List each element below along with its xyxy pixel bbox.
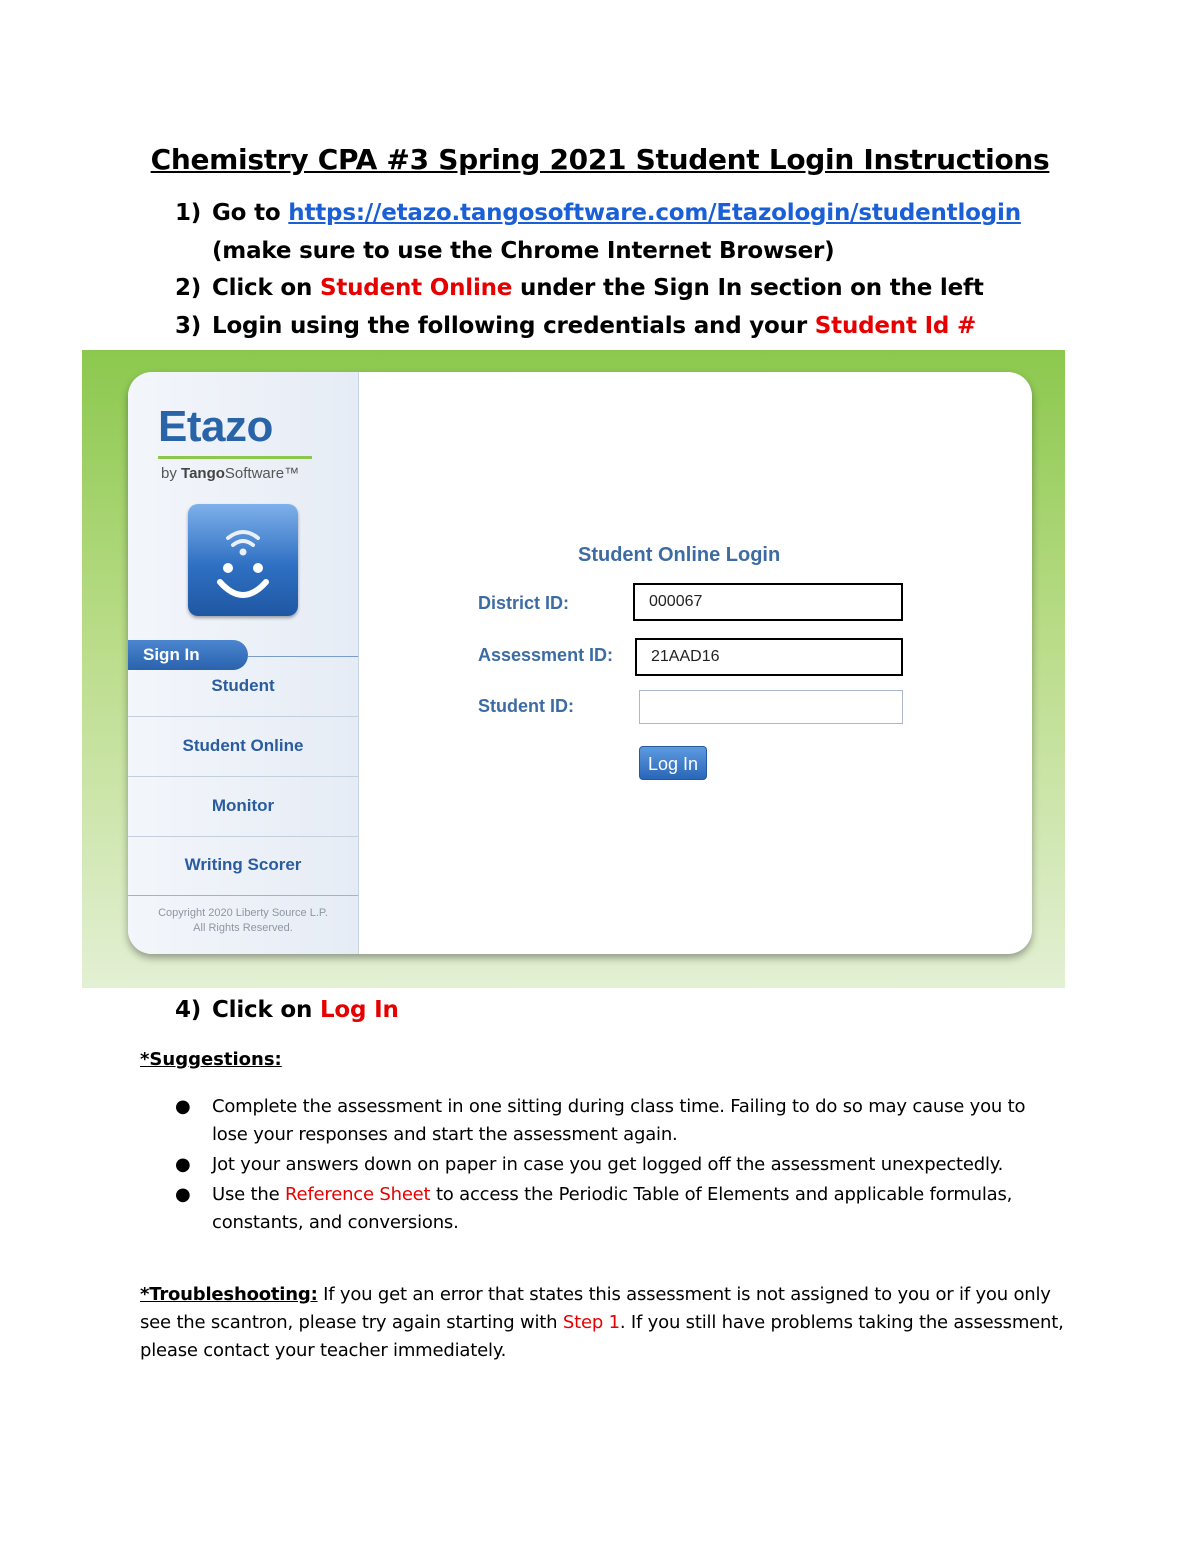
smiley-wifi-icon [188, 504, 298, 616]
divider [128, 895, 358, 896]
step-2 [175, 275, 984, 301]
divider [248, 656, 358, 657]
bullet-icon: ● [175, 1184, 191, 1205]
district-id-label: District ID: [478, 593, 570, 613]
sidebar [128, 372, 359, 954]
step-text: Go to [212, 200, 289, 226]
list-item-text: Use the [212, 1184, 286, 1205]
divider [128, 716, 358, 717]
step-text: Login using the following credentials and your [212, 313, 815, 339]
troubleshooting-label: *Troubleshooting: [140, 1284, 318, 1305]
copyright-line: All Rights Reserved. [193, 922, 293, 934]
reference-sheet-highlight: Reference Sheet [285, 1184, 431, 1205]
step-1-note: (make sure to use the Chrome Internet Browser) [212, 238, 835, 264]
step-text: Click on [212, 997, 320, 1023]
list-item [175, 1093, 1055, 1149]
step-text: under the Sign In section on the left [512, 275, 984, 301]
login-panel [128, 372, 1032, 954]
step-text: Click on [212, 275, 320, 301]
step-1 [175, 200, 1021, 226]
list-item [175, 1151, 1055, 1179]
page-title: Chemistry CPA #3 Spring 2021 Student Login Instructions [150, 143, 1050, 176]
sign-in-tab: Sign In [128, 640, 248, 670]
byline-prefix: by [161, 465, 182, 482]
student-id-label: Student ID: [478, 696, 574, 716]
copyright-text [128, 906, 358, 936]
nav-item-student[interactable]: Student [211, 676, 275, 695]
list-item-text: to access the Periodic Table of Elements and applicable formulas, constants, and conversions. [212, 1184, 1013, 1233]
nav-item-writing-scorer[interactable]: Writing Scorer [184, 855, 302, 874]
login-screenshot [82, 350, 1065, 988]
step-highlight: Log In [319, 997, 399, 1023]
bullet-icon: ● [175, 1154, 191, 1175]
etazo-logo: Etazo [158, 402, 273, 451]
logo-byline [161, 465, 299, 482]
step-number: 2) [175, 275, 202, 301]
step-4 [175, 997, 399, 1023]
step-highlight: Student Online [319, 275, 513, 301]
byline-brand: Tango [181, 465, 225, 482]
troubleshooting-text: If you get an error that states this assessment is not assigned to you or if you only see the scantron, please try again starting with [140, 1284, 1051, 1333]
byline-suffix: Software™ [224, 465, 300, 482]
step-number: 3) [175, 313, 202, 339]
login-url-link[interactable]: https://etazo.tangosoftware.com/Etazologin/studentlogin [288, 200, 1021, 226]
bullet-icon: ● [175, 1096, 191, 1117]
troubleshooting-paragraph [140, 1281, 1065, 1365]
assessment-id-field[interactable]: 21AAD16 [635, 638, 903, 676]
nav-item-monitor[interactable]: Monitor [211, 796, 275, 815]
logo-underline [158, 456, 312, 459]
list-item [175, 1181, 1055, 1237]
divider [128, 836, 358, 837]
list-item-text: Complete the assessment in one sitting during class time. Failing to do so may cause you to lose your responses and start the assessment again. [212, 1096, 1026, 1145]
troubleshooting-text: . If you still have problems taking the assessment, please contact your teacher immediately. [140, 1312, 1064, 1361]
list-item-text: Jot your answers down on paper in case you get logged off the assessment unexpectedly. [212, 1154, 1004, 1175]
district-id-field[interactable]: 000067 [633, 583, 903, 621]
form-title: Student Online Login [578, 544, 781, 566]
divider [128, 776, 358, 777]
suggestions-heading: *Suggestions: [140, 1049, 282, 1070]
copyright-line: Copyright 2020 Liberty Source L.P. [158, 907, 328, 919]
log-in-button[interactable]: Log In [639, 746, 707, 780]
student-id-field[interactable] [639, 690, 903, 724]
nav-item-student-online[interactable]: Student Online [182, 736, 304, 755]
suggestions-list [175, 1093, 1055, 1239]
step-number: 4) [175, 997, 202, 1023]
step-3 [175, 313, 976, 339]
assessment-id-label: Assessment ID: [478, 645, 614, 665]
step-1-highlight: Step 1 [562, 1312, 620, 1333]
step-number: 1) [175, 200, 202, 226]
step-highlight: Student Id # [814, 313, 977, 339]
